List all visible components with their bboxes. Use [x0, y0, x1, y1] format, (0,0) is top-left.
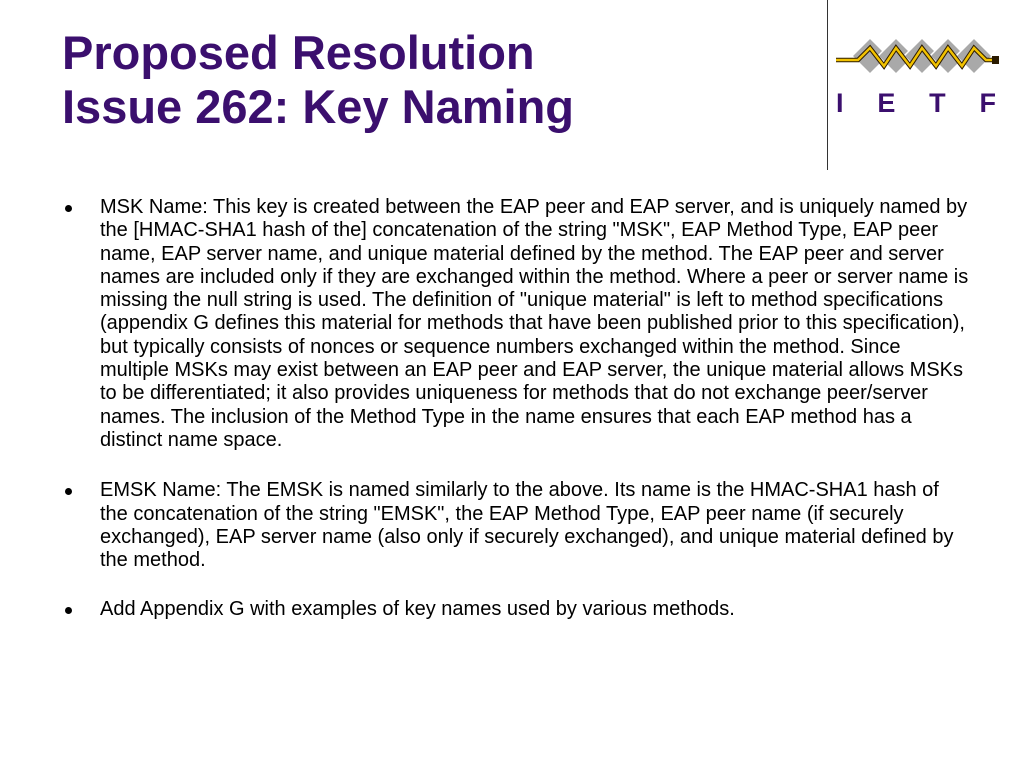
header-divider — [827, 0, 828, 170]
logo-letter: I — [836, 88, 844, 118]
slide-title — [62, 26, 574, 134]
logo-letter: F — [979, 88, 996, 118]
bullet-list — [62, 196, 972, 622]
ietf-logo-letters — [836, 88, 996, 119]
bullet-msk-name: MSK Name: This key is created between the EAP peer and EAP server, and is uniquely named by the [HMAC-SHA1 hash of the] concatenation of the string "MSK", EAP Method Type, EAP peer name, EAP server name, and unique material defined by the method. The EAP peer and server names are included only if they are exchanged within the method. Where a peer or server name is missing the null string is used. The definition of "unique material" is left to method specifications (appendix G defines this material for methods that have been published prior to this specification), but typically consists of nonces or sequence numbers exchanged within the method. Since multiple MSKs may exist between an EAP peer and EAP server, the unique material allows MSKs to be differentiated; it also provides uniqueness for methods that do not exchange peer/server names. The inclusion of the Method Type in the name ensures that each EAP method has a distinct name space. — [62, 196, 972, 452]
logo-letter: E — [877, 88, 896, 118]
bullet-appendix-g: Add Appendix G with examples of key names used by various methods. — [62, 598, 972, 621]
slide-title-line-2: Issue 262: Key Naming — [62, 80, 574, 133]
slide-title-line-1: Proposed Resolution — [62, 26, 535, 79]
logo-letter: T — [929, 88, 946, 118]
bullet-emsk-name: EMSK Name: The EMSK is named similarly to the above. Its name is the HMAC-SHA1 hash of the concatenation of the string "EMSK", the EAP Method Type, EAP peer name (if securely exchanged), EAP server name (also only if securely exchanged), and unique material defined by the method. — [62, 479, 972, 572]
